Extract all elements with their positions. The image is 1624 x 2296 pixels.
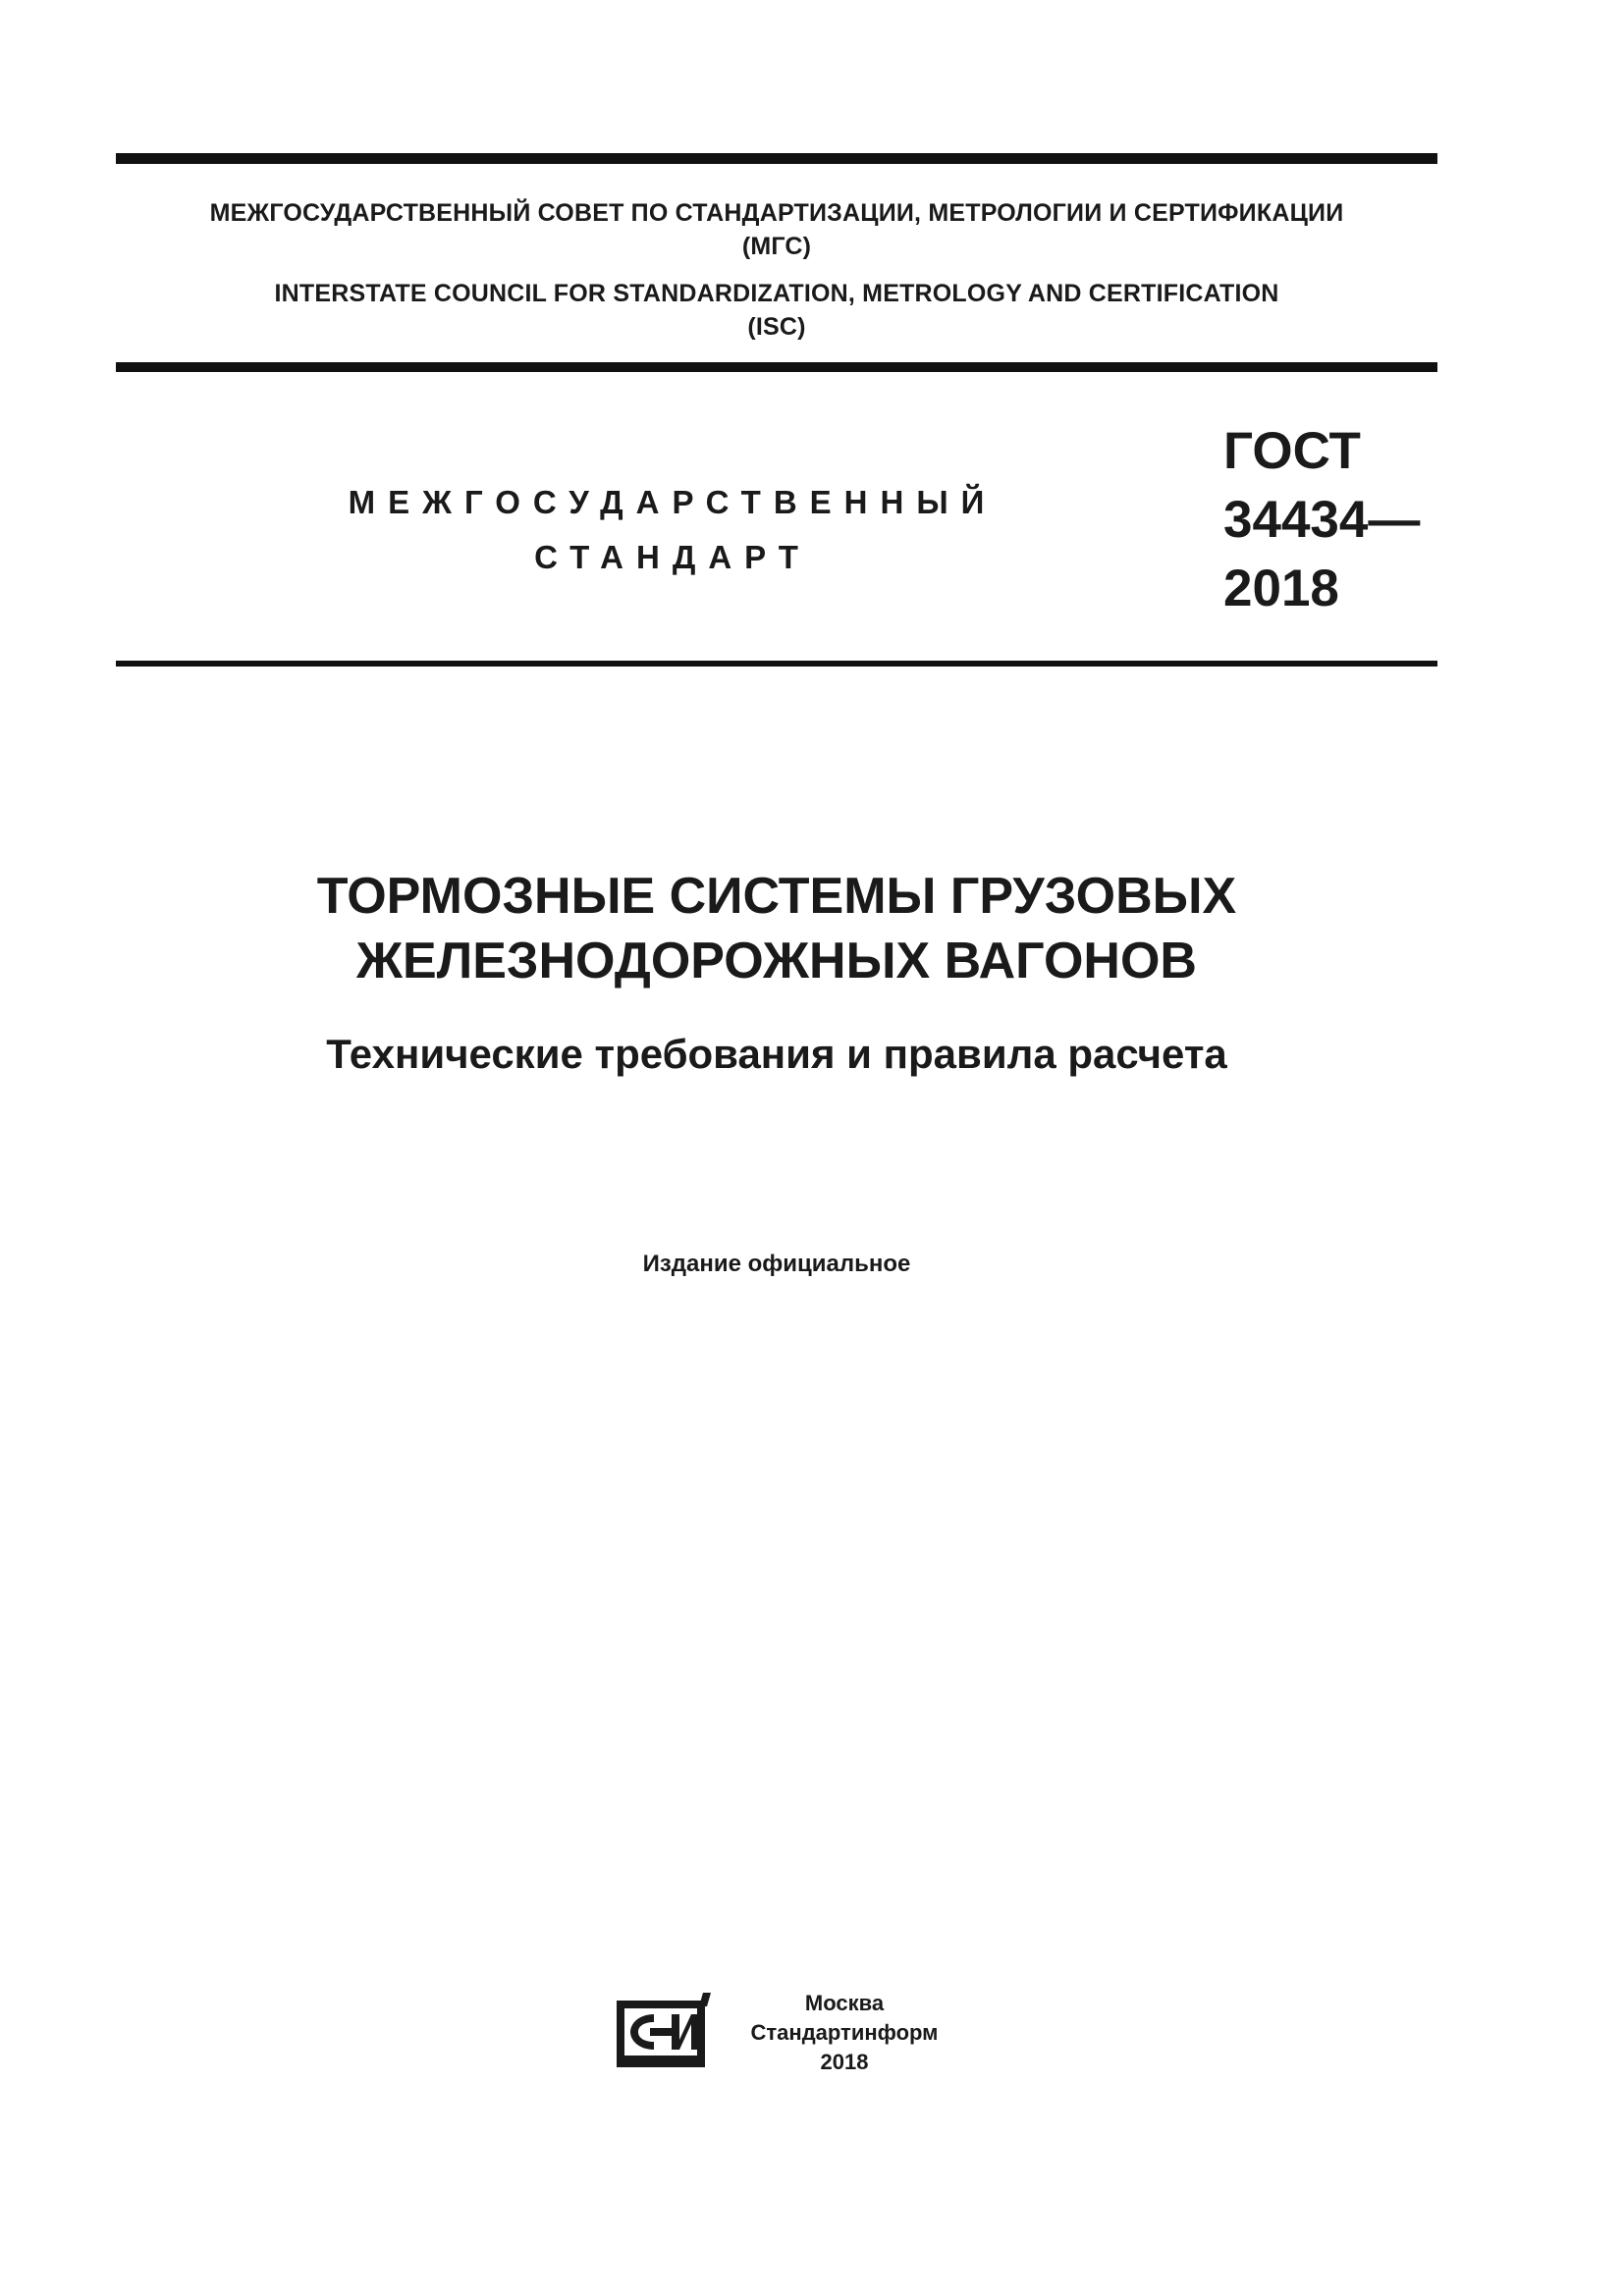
gost-year: 2018 <box>1223 560 1339 617</box>
document-title-line-1: ТОРМОЗНЫЕ СИСТЕМЫ ГРУЗОВЫХ <box>316 868 1237 925</box>
standard-type-line-2: СТАНДАРТ <box>534 539 811 575</box>
document-title <box>116 864 1437 993</box>
council-en-line-1: INTERSTATE COUNCIL FOR STANDARDIZATION, METROLOGY AND CERTIFICATION <box>274 280 1279 307</box>
council-name-en <box>116 277 1437 344</box>
publisher-city: Москва <box>804 1991 885 2015</box>
council-ru-abbr: (МГС) <box>741 233 812 260</box>
top-rule <box>116 153 1437 164</box>
standard-type-label <box>324 475 1021 585</box>
document-subtitle: Технические требования и правила расчета <box>326 1031 1227 1077</box>
edition-label: Издание официальное <box>642 1251 911 1277</box>
council-ru-line-1: МЕЖГОСУДАРСТВЕННЫЙ СОВЕТ ПО СТАНДАРТИЗАЦИИ, МЕТРОЛОГИИ И СЕРТИФИКАЦИИ <box>209 199 1344 227</box>
gost-prefix: ГОСТ <box>1223 422 1361 480</box>
header-bottom-rule <box>116 362 1437 372</box>
gost-number: 34434— <box>1223 491 1421 549</box>
publisher-year: 2018 <box>820 2050 869 2074</box>
council-en-abbr: (ISC) <box>747 313 806 341</box>
council-name-ru <box>116 196 1437 263</box>
document-title-line-2: ЖЕЛЕЗНОДОРОЖНЫХ ВАГОНОВ <box>356 933 1197 989</box>
publisher-name: Стандартинформ <box>750 2020 939 2045</box>
standard-type-line-1: МЕЖГОСУДАРСТВЕННЫЙ <box>348 484 998 520</box>
publisher-block <box>738 1989 950 2077</box>
standartinform-logo-icon <box>617 1993 711 2067</box>
gost-designation <box>1223 417 1420 623</box>
designation-bottom-rule <box>116 661 1437 667</box>
